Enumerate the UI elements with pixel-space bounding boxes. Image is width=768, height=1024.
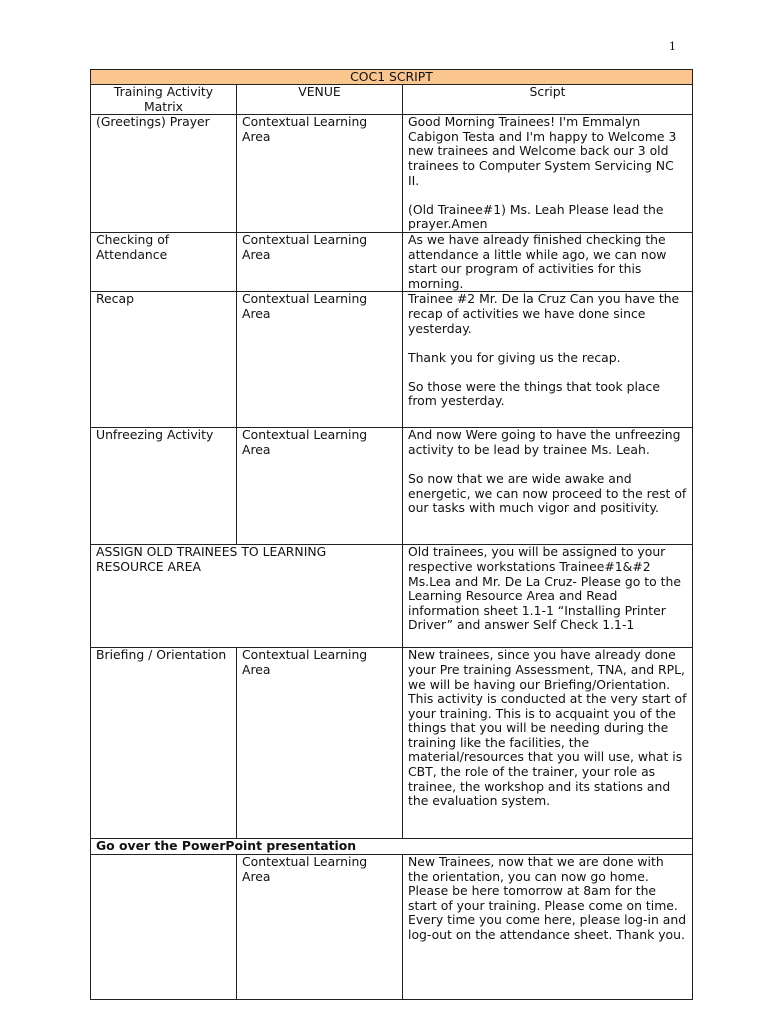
script-paragraph: This activity is conducted at the very start of your training. This is to acquaint you of the things that you will be needing during the training like the facilities, the material/resources that you will use, what is CBT, the role of the trainer, your role as trainee, the workshop and its stations and the evaluation system. bbox=[408, 691, 687, 809]
activity-cell: Unfreezing Activity bbox=[91, 428, 237, 545]
venue-cell: Contextual Learning Area bbox=[237, 115, 403, 233]
header-script: Script bbox=[403, 85, 693, 115]
script-cell bbox=[403, 854, 693, 999]
table-row bbox=[91, 854, 693, 999]
script-cell bbox=[403, 648, 693, 839]
script-paragraph: And now Were going to have the unfreezing activity to be lead by trainee Ms. Leah. bbox=[408, 427, 681, 457]
script-paragraph: New trainees, since you have already done your Pre training Assessment, TNA, and RPL, we will be having our Briefing/Orientation. bbox=[408, 647, 685, 692]
venue-cell: Contextual Learning Area bbox=[237, 648, 403, 839]
script-paragraph: Good Morning Trainees! I'm Emmalyn Cabigon Testa and I'm happy to Welcome 3 new trainees and Welcome back our 3 old trainees to Computer System Servicing NC II. bbox=[408, 114, 677, 188]
table-row bbox=[91, 648, 693, 839]
activity-cell bbox=[91, 854, 237, 999]
script-paragraph: New Trainees, now that we are done with the orientation, you can now go home. Please be here tomorrow at 8am for the start of your training. Please come on time. Every time you come here, please log-in and log-out on the attendance sheet. Thank you. bbox=[408, 854, 687, 942]
script-cell bbox=[403, 115, 693, 233]
venue-cell: Contextual Learning Area bbox=[237, 428, 403, 545]
table-header-row bbox=[91, 85, 693, 115]
script-paragraph: (Old Trainee#1) Ms. Leah Please lead the prayer.Amen bbox=[408, 201, 664, 232]
table-title-row bbox=[91, 70, 693, 85]
script-paragraph: Trainee #2 Mr. De la Cruz Can you have the recap of activities we have done since yesterday. bbox=[408, 291, 680, 336]
table-row bbox=[91, 292, 693, 428]
venue-cell: Contextual Learning Area bbox=[237, 292, 403, 428]
table-row bbox=[91, 115, 693, 233]
script-cell bbox=[403, 428, 693, 545]
table-row bbox=[91, 545, 693, 648]
script-paragraph: So now that we are wide awake and energetic, we can now proceed to the rest of our tasks with much vigor and positivity. bbox=[408, 471, 687, 516]
section-heading: Go over the PowerPoint presentation bbox=[91, 839, 693, 855]
script-paragraph: Thank you for giving us the recap. bbox=[408, 349, 621, 365]
venue-cell: Contextual Learning Area bbox=[237, 854, 403, 999]
script-paragraph: Old trainees, you will be assigned to your respective workstations Trainee#1&#2 Ms.Lea and Mr. De La Cruz- Please go to the Learning Resource Area and Read information sheet 1.1-1 “Installing Printer Driver” and answer Self Check 1.1-1 bbox=[408, 544, 681, 633]
table-title: COC1 SCRIPT bbox=[91, 70, 693, 85]
script-paragraph: As we have already finished checking the attendance a little while ago, we can now start our program of activities for this morning. bbox=[408, 232, 667, 291]
section-row bbox=[91, 839, 693, 855]
venue-cell: Contextual Learning Area bbox=[237, 232, 403, 291]
coc1-script-table bbox=[90, 69, 693, 1000]
script-cell bbox=[403, 232, 693, 291]
activity-cell: Briefing / Orientation bbox=[91, 648, 237, 839]
script-cell bbox=[403, 292, 693, 428]
page-number: 1 bbox=[669, 40, 676, 53]
header-venue: VENUE bbox=[237, 85, 403, 115]
table-row bbox=[91, 428, 693, 545]
activity-cell: Recap bbox=[91, 292, 237, 428]
script-cell bbox=[403, 545, 693, 648]
activity-cell: Checking of Attendance bbox=[91, 232, 237, 291]
script-paragraph: So those were the things that took place from yesterday. bbox=[408, 378, 660, 409]
activity-cell: ASSIGN OLD TRAINEES TO LEARNING RESOURCE AREA bbox=[91, 545, 403, 648]
activity-cell: (Greetings) Prayer bbox=[91, 115, 237, 233]
table-row bbox=[91, 232, 693, 291]
header-activity: Training Activity Matrix bbox=[91, 85, 237, 115]
